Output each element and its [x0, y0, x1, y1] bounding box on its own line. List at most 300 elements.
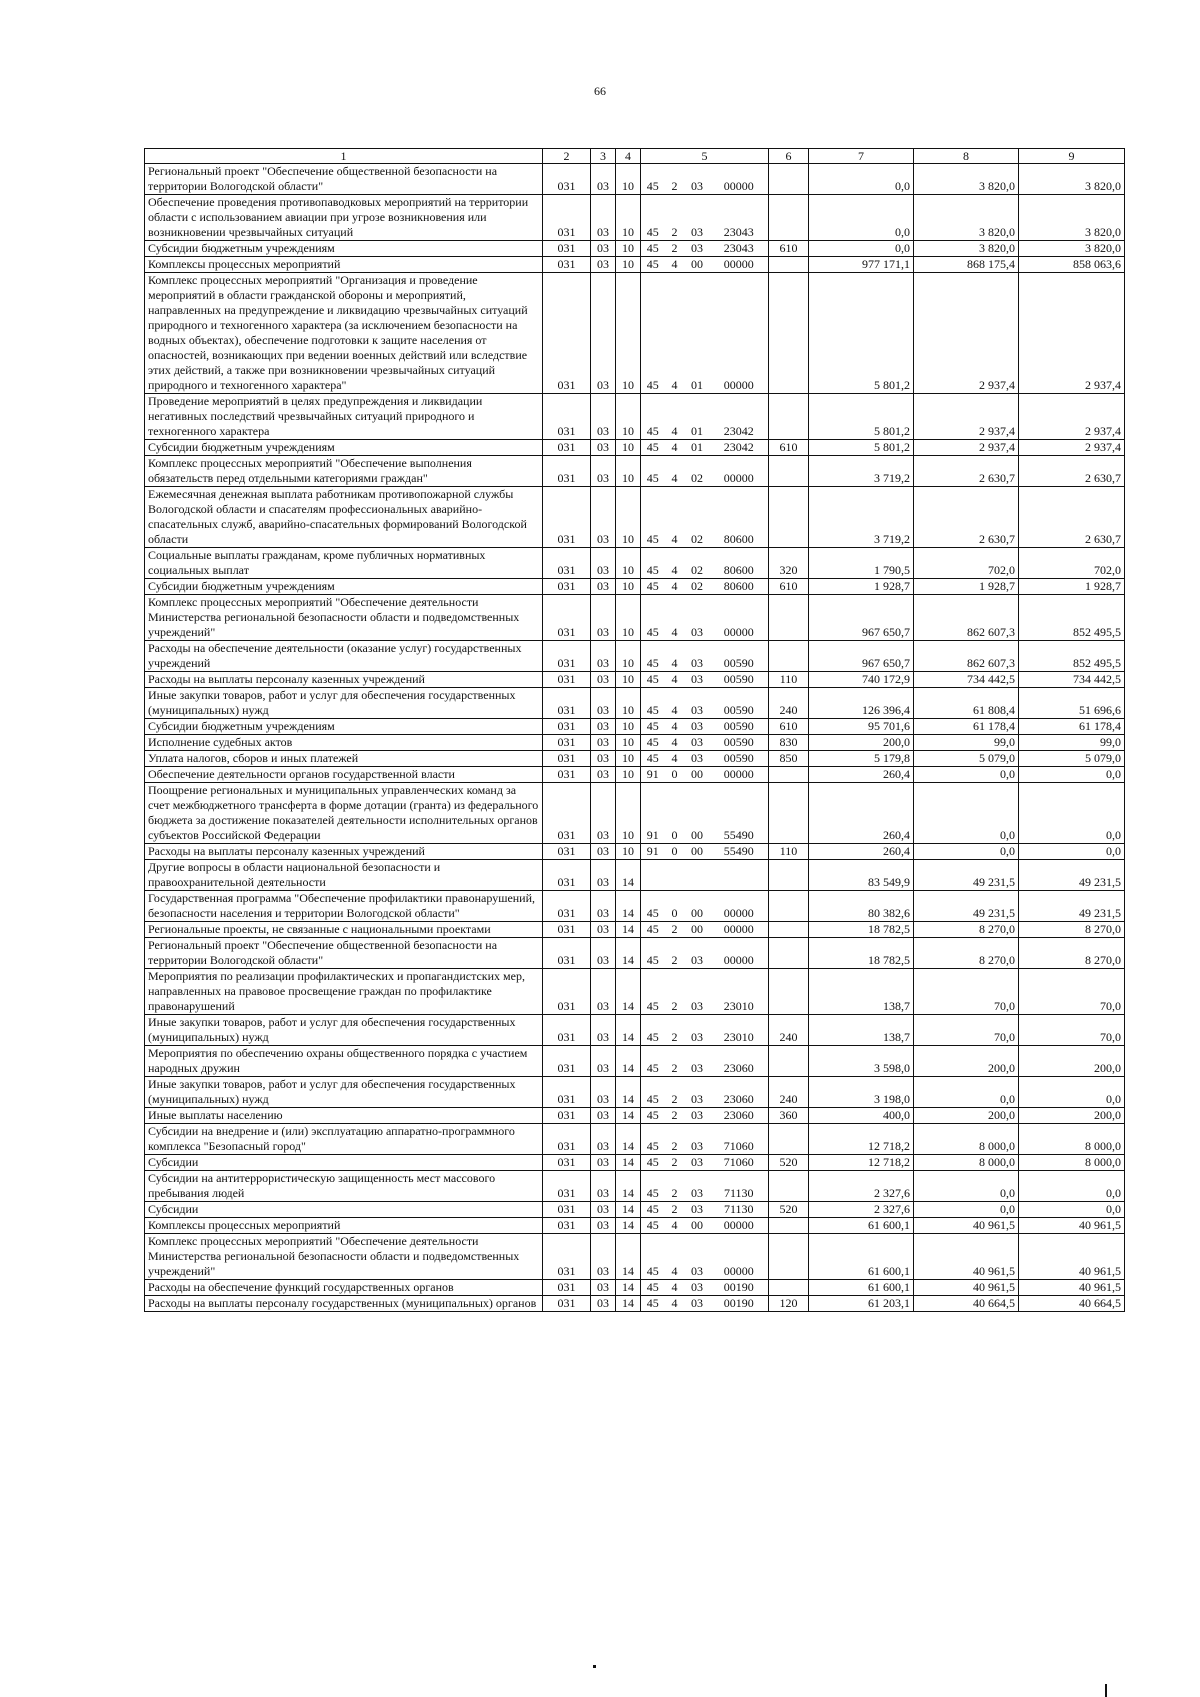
section-code: 03: [591, 1077, 616, 1108]
amount-col-7: 12 718,2: [809, 1124, 914, 1155]
amount-col-7: 200,0: [809, 735, 914, 751]
amount-col-7: 61 600,1: [809, 1234, 914, 1280]
section-code: 03: [591, 1015, 616, 1046]
subsection-code: 10: [616, 195, 641, 241]
target-article-part-2: 4: [665, 1296, 685, 1312]
amount-col-8: 2 937,4: [914, 440, 1019, 456]
subsection-code: 10: [616, 767, 641, 783]
target-article-part-4: 23043: [710, 195, 769, 241]
target-article-part-4: 23060: [710, 1046, 769, 1077]
row-name: Региональный проект "Обеспечение общественной безопасности на территории Вологодской области": [145, 938, 543, 969]
target-article-part-3: [685, 860, 710, 891]
table-row: [145, 1296, 1125, 1312]
target-article-part-1: 45: [641, 164, 665, 195]
ved-code: 031: [543, 1296, 591, 1312]
subsection-code: 10: [616, 719, 641, 735]
subsection-code: 10: [616, 672, 641, 688]
ved-code: 031: [543, 1077, 591, 1108]
target-article-part-3: 03: [685, 719, 710, 735]
section-code: 03: [591, 672, 616, 688]
target-article-part-1: 45: [641, 1077, 665, 1108]
amount-col-7: 3 198,0: [809, 1077, 914, 1108]
amount-col-8: 70,0: [914, 1015, 1019, 1046]
amount-col-9: 0,0: [1019, 844, 1125, 860]
target-article-part-3: 03: [685, 1015, 710, 1046]
expense-type-code: [769, 783, 809, 844]
subsection-code: 10: [616, 440, 641, 456]
target-article-part-3: 03: [685, 164, 710, 195]
target-article-part-3: 03: [685, 1155, 710, 1171]
amount-col-9: 40 961,5: [1019, 1234, 1125, 1280]
subsection-code: 14: [616, 969, 641, 1015]
target-article-part-2: 2: [665, 241, 685, 257]
header-col-2: 2: [543, 149, 591, 164]
target-article-part-2: 4: [665, 548, 685, 579]
target-article-part-4: 55490: [710, 783, 769, 844]
target-article-part-2: 0: [665, 891, 685, 922]
target-article-part-1: 45: [641, 1108, 665, 1124]
target-article-part-1: 45: [641, 1218, 665, 1234]
amount-col-7: 260,4: [809, 783, 914, 844]
target-article-part-2: 2: [665, 1124, 685, 1155]
amount-col-7: 400,0: [809, 1108, 914, 1124]
target-article-part-2: 4: [665, 751, 685, 767]
subsection-code: 14: [616, 860, 641, 891]
section-code: 03: [591, 860, 616, 891]
subsection-code: 10: [616, 844, 641, 860]
row-name: Социальные выплаты гражданам, кроме публичных нормативных социальных выплат: [145, 548, 543, 579]
amount-col-7: 1 928,7: [809, 579, 914, 595]
amount-col-9: 8 270,0: [1019, 938, 1125, 969]
target-article-part-4: 00000: [710, 456, 769, 487]
expense-type-code: [769, 767, 809, 783]
row-name: Субсидии бюджетным учреждениям: [145, 719, 543, 735]
amount-col-8: 862 607,3: [914, 595, 1019, 641]
header-col-3: 3: [591, 149, 616, 164]
target-article-part-1: 45: [641, 938, 665, 969]
target-article-part-4: 71130: [710, 1202, 769, 1218]
ved-code: 031: [543, 1234, 591, 1280]
expense-type-code: [769, 891, 809, 922]
target-article-part-4: 23042: [710, 394, 769, 440]
amount-col-7: 967 650,7: [809, 641, 914, 672]
section-code: 03: [591, 1218, 616, 1234]
page-number: 66: [594, 84, 606, 98]
ved-code: 031: [543, 922, 591, 938]
target-article-part-2: 4: [665, 1234, 685, 1280]
target-article-part-2: 4: [665, 257, 685, 273]
amount-col-9: 5 079,0: [1019, 751, 1125, 767]
target-article-part-3: 03: [685, 1077, 710, 1108]
ved-code: 031: [543, 1124, 591, 1155]
amount-col-8: 70,0: [914, 969, 1019, 1015]
amount-col-7: 0,0: [809, 164, 914, 195]
amount-col-8: 0,0: [914, 844, 1019, 860]
table-row: [145, 922, 1125, 938]
table-row: [145, 751, 1125, 767]
target-article-part-4: 00000: [710, 1234, 769, 1280]
amount-col-9: 70,0: [1019, 969, 1125, 1015]
amount-col-9: 40 961,5: [1019, 1218, 1125, 1234]
ved-code: 031: [543, 1171, 591, 1202]
expense-type-code: [769, 860, 809, 891]
row-name: Региональные проекты, не связанные с национальными проектами: [145, 922, 543, 938]
section-code: 03: [591, 456, 616, 487]
amount-col-9: 40 961,5: [1019, 1280, 1125, 1296]
target-article-part-4: 00000: [710, 891, 769, 922]
subsection-code: 10: [616, 394, 641, 440]
table-row: [145, 1171, 1125, 1202]
target-article-part-1: 91: [641, 783, 665, 844]
expense-type-code: [769, 1218, 809, 1234]
subsection-code: 10: [616, 579, 641, 595]
amount-col-8: 0,0: [914, 1202, 1019, 1218]
amount-col-9: 2 630,7: [1019, 487, 1125, 548]
ved-code: 031: [543, 241, 591, 257]
expense-type-code: [769, 1234, 809, 1280]
subsection-code: 14: [616, 1077, 641, 1108]
section-code: 03: [591, 195, 616, 241]
subsection-code: 14: [616, 1108, 641, 1124]
amount-col-8: 2 937,4: [914, 394, 1019, 440]
target-article-part-1: 45: [641, 672, 665, 688]
amount-col-8: 49 231,5: [914, 891, 1019, 922]
target-article-part-1: 45: [641, 1015, 665, 1046]
target-article-part-2: 2: [665, 938, 685, 969]
target-article-part-3: 03: [685, 1108, 710, 1124]
target-article-part-2: 4: [665, 1218, 685, 1234]
amount-col-7: 18 782,5: [809, 922, 914, 938]
table-row: [145, 1124, 1125, 1155]
target-article-part-2: 0: [665, 844, 685, 860]
target-article-part-1: 45: [641, 719, 665, 735]
target-article-part-1: 45: [641, 688, 665, 719]
table-row: [145, 1218, 1125, 1234]
amount-col-8: 862 607,3: [914, 641, 1019, 672]
amount-col-9: 2 937,4: [1019, 394, 1125, 440]
subsection-code: 14: [616, 891, 641, 922]
expense-type-code: [769, 195, 809, 241]
scan-edge-mark: [1105, 1684, 1107, 1697]
target-article-part-3: 02: [685, 548, 710, 579]
table-row: [145, 860, 1125, 891]
target-article-part-3: 00: [685, 922, 710, 938]
subsection-code: 14: [616, 938, 641, 969]
table-row: [145, 1015, 1125, 1046]
section-code: 03: [591, 783, 616, 844]
ved-code: 031: [543, 969, 591, 1015]
amount-col-9: 2 630,7: [1019, 456, 1125, 487]
target-article-part-2: 2: [665, 164, 685, 195]
ved-code: 031: [543, 844, 591, 860]
ved-code: 031: [543, 1046, 591, 1077]
row-name: Мероприятия по реализации профилактических и пропагандистских мер, направленных на правовое просвещение граждан по профилактике правонарушений: [145, 969, 543, 1015]
row-name: Субсидии: [145, 1202, 543, 1218]
amount-col-8: 0,0: [914, 767, 1019, 783]
section-code: 03: [591, 394, 616, 440]
expense-type-code: [769, 922, 809, 938]
ved-code: 031: [543, 860, 591, 891]
expense-type-code: 120: [769, 1296, 809, 1312]
target-article-part-2: 2: [665, 195, 685, 241]
expense-type-code: [769, 641, 809, 672]
expense-type-code: [769, 487, 809, 548]
amount-col-8: 99,0: [914, 735, 1019, 751]
amount-col-7: 977 171,1: [809, 257, 914, 273]
target-article-part-2: 2: [665, 1202, 685, 1218]
amount-col-9: 0,0: [1019, 783, 1125, 844]
amount-col-9: 852 495,5: [1019, 641, 1125, 672]
target-article-part-2: 4: [665, 579, 685, 595]
subsection-code: 10: [616, 783, 641, 844]
target-article-part-1: 45: [641, 195, 665, 241]
target-article-part-4: 55490: [710, 844, 769, 860]
section-code: 03: [591, 922, 616, 938]
row-name: Поощрение региональных и муниципальных управленческих команд за счет межбюджетного трансферта в форме дотации (гранта) из федерального бюджета за достижение показателей деятельности исполнительных органов субъектов Российской Федерации: [145, 783, 543, 844]
ved-code: 031: [543, 767, 591, 783]
target-article-part-4: 00000: [710, 164, 769, 195]
ved-code: 031: [543, 783, 591, 844]
amount-col-7: 95 701,6: [809, 719, 914, 735]
amount-col-7: 61 600,1: [809, 1280, 914, 1296]
expense-type-code: 610: [769, 719, 809, 735]
row-name: Расходы на обеспечение функций государственных органов: [145, 1280, 543, 1296]
target-article-part-3: 03: [685, 641, 710, 672]
amount-col-7: 18 782,5: [809, 938, 914, 969]
target-article-part-2: 0: [665, 783, 685, 844]
target-article-part-1: 45: [641, 440, 665, 456]
amount-col-9: 0,0: [1019, 1171, 1125, 1202]
section-code: 03: [591, 548, 616, 579]
table-row: [145, 938, 1125, 969]
amount-col-8: 8 000,0: [914, 1155, 1019, 1171]
target-article-part-3: 00: [685, 1218, 710, 1234]
target-article-part-2: 4: [665, 440, 685, 456]
amount-col-9: 8 270,0: [1019, 922, 1125, 938]
subsection-code: 14: [616, 1234, 641, 1280]
table-row: [145, 1280, 1125, 1296]
amount-col-8: 3 820,0: [914, 195, 1019, 241]
table-row: [145, 1202, 1125, 1218]
ved-code: 031: [543, 548, 591, 579]
amount-col-8: 2 630,7: [914, 487, 1019, 548]
amount-col-8: 8 270,0: [914, 938, 1019, 969]
amount-col-9: 51 696,6: [1019, 688, 1125, 719]
section-code: 03: [591, 487, 616, 548]
target-article-part-4: 71060: [710, 1155, 769, 1171]
ved-code: 031: [543, 891, 591, 922]
ved-code: 031: [543, 456, 591, 487]
expense-type-code: 850: [769, 751, 809, 767]
amount-col-7: 3 719,2: [809, 456, 914, 487]
target-article-part-2: [665, 860, 685, 891]
amount-col-7: 5 801,2: [809, 394, 914, 440]
target-article-part-4: 23060: [710, 1077, 769, 1108]
target-article-part-2: 4: [665, 688, 685, 719]
expense-type-code: 110: [769, 844, 809, 860]
subsection-code: 14: [616, 1155, 641, 1171]
amount-col-9: 702,0: [1019, 548, 1125, 579]
row-name: Уплата налогов, сборов и иных платежей: [145, 751, 543, 767]
table-row: [145, 456, 1125, 487]
table-row: [145, 672, 1125, 688]
subsection-code: 14: [616, 922, 641, 938]
amount-col-9: 8 000,0: [1019, 1155, 1125, 1171]
target-article-part-1: 45: [641, 1046, 665, 1077]
table-row: [145, 487, 1125, 548]
target-article-part-3: 01: [685, 394, 710, 440]
target-article-part-4: 80600: [710, 579, 769, 595]
amount-col-9: 200,0: [1019, 1108, 1125, 1124]
ved-code: 031: [543, 641, 591, 672]
ved-code: 031: [543, 1218, 591, 1234]
row-name: Комплексы процессных мероприятий: [145, 1218, 543, 1234]
target-article-part-1: 45: [641, 641, 665, 672]
target-article-part-2: 4: [665, 595, 685, 641]
row-name: Иные выплаты населению: [145, 1108, 543, 1124]
target-article-part-1: 45: [641, 1280, 665, 1296]
target-article-part-1: 45: [641, 1202, 665, 1218]
section-code: 03: [591, 241, 616, 257]
amount-col-9: 1 928,7: [1019, 579, 1125, 595]
section-code: 03: [591, 1155, 616, 1171]
amount-col-7: 61 203,1: [809, 1296, 914, 1312]
expense-type-code: [769, 1280, 809, 1296]
target-article-part-3: 03: [685, 1046, 710, 1077]
header-col-8: 8: [914, 149, 1019, 164]
target-article-part-4: 00190: [710, 1296, 769, 1312]
amount-col-7: 1 790,5: [809, 548, 914, 579]
amount-col-9: 3 820,0: [1019, 195, 1125, 241]
target-article-part-1: 45: [641, 273, 665, 394]
target-article-part-3: 00: [685, 844, 710, 860]
target-article-part-4: 23010: [710, 969, 769, 1015]
target-article-part-4: 00190: [710, 1280, 769, 1296]
amount-col-9: 70,0: [1019, 1015, 1125, 1046]
subsection-code: 14: [616, 1046, 641, 1077]
target-article-part-3: 03: [685, 688, 710, 719]
ved-code: 031: [543, 719, 591, 735]
table-row: [145, 891, 1125, 922]
scan-dot-mark: [593, 1665, 596, 1668]
target-article-part-4: 23010: [710, 1015, 769, 1046]
amount-col-9: 2 937,4: [1019, 273, 1125, 394]
amount-col-7: 260,4: [809, 767, 914, 783]
ved-code: 031: [543, 273, 591, 394]
target-article-part-3: 00: [685, 891, 710, 922]
row-name: Комплексы процессных мероприятий: [145, 257, 543, 273]
table-row: [145, 579, 1125, 595]
row-name: Обеспечение деятельности органов государственной власти: [145, 767, 543, 783]
amount-col-8: 2 937,4: [914, 273, 1019, 394]
amount-col-9: 8 000,0: [1019, 1124, 1125, 1155]
amount-col-7: 5 801,2: [809, 273, 914, 394]
row-name: Комплекс процессных мероприятий "Обеспечение деятельности Министерства региональной безопасности области и подведомственных учреждений": [145, 1234, 543, 1280]
row-name: Комплекс процессных мероприятий "Обеспечение деятельности Министерства региональной безопасности области и подведомственных учреждений": [145, 595, 543, 641]
amount-col-7: 2 327,6: [809, 1202, 914, 1218]
ved-code: 031: [543, 487, 591, 548]
subsection-code: 14: [616, 1202, 641, 1218]
target-article-part-4: 80600: [710, 548, 769, 579]
table-row: [145, 1046, 1125, 1077]
section-code: 03: [591, 595, 616, 641]
section-code: 03: [591, 767, 616, 783]
target-article-part-2: 4: [665, 672, 685, 688]
table-row: [145, 719, 1125, 735]
target-article-part-4: 00590: [710, 672, 769, 688]
row-name: Государственная программа "Обеспечение профилактики правонарушений, безопасности населения и территории Вологодской области": [145, 891, 543, 922]
ved-code: 031: [543, 164, 591, 195]
row-name: Субсидии на антитеррористическую защищенность мест массового пребывания людей: [145, 1171, 543, 1202]
subsection-code: 10: [616, 735, 641, 751]
target-article-part-4: 23042: [710, 440, 769, 456]
row-name: Субсидии бюджетным учреждениям: [145, 241, 543, 257]
table-row: [145, 273, 1125, 394]
target-article-part-3: 03: [685, 595, 710, 641]
expense-type-code: 320: [769, 548, 809, 579]
expense-type-code: [769, 1046, 809, 1077]
amount-col-7: 5 179,8: [809, 751, 914, 767]
table-row: [145, 1234, 1125, 1280]
section-code: 03: [591, 969, 616, 1015]
header-col-6: 6: [769, 149, 809, 164]
target-article-part-4: 00590: [710, 751, 769, 767]
row-name: Расходы на обеспечение деятельности (оказание услуг) государственных учреждений: [145, 641, 543, 672]
section-code: 03: [591, 1280, 616, 1296]
amount-col-9: 0,0: [1019, 1077, 1125, 1108]
target-article-part-1: 45: [641, 579, 665, 595]
ved-code: 031: [543, 735, 591, 751]
expense-type-code: 520: [769, 1202, 809, 1218]
table-row: [145, 783, 1125, 844]
table-row: [145, 1108, 1125, 1124]
amount-col-8: 702,0: [914, 548, 1019, 579]
target-article-part-2: 2: [665, 1171, 685, 1202]
table-row: [145, 257, 1125, 273]
target-article-part-2: 2: [665, 1077, 685, 1108]
row-name: Субсидии на внедрение и (или) эксплуатацию аппаратно-программного комплекса "Безопасный город": [145, 1124, 543, 1155]
amount-col-8: 5 079,0: [914, 751, 1019, 767]
target-article-part-2: 2: [665, 1046, 685, 1077]
subsection-code: 10: [616, 273, 641, 394]
subsection-code: 14: [616, 1280, 641, 1296]
target-article-part-2: 2: [665, 1015, 685, 1046]
subsection-code: 14: [616, 1218, 641, 1234]
target-article-part-4: 00000: [710, 1218, 769, 1234]
expense-type-code: [769, 938, 809, 969]
expense-type-code: [769, 164, 809, 195]
section-code: 03: [591, 641, 616, 672]
section-code: 03: [591, 751, 616, 767]
target-article-part-2: 2: [665, 1108, 685, 1124]
target-article-part-3: 02: [685, 487, 710, 548]
section-code: 03: [591, 844, 616, 860]
target-article-part-3: 03: [685, 735, 710, 751]
amount-col-9: 858 063,6: [1019, 257, 1125, 273]
subsection-code: 10: [616, 595, 641, 641]
target-article-part-4: 23043: [710, 241, 769, 257]
row-name: Иные закупки товаров, работ и услуг для обеспечения государственных (муниципальных) нужд: [145, 688, 543, 719]
target-article-part-3: 03: [685, 1234, 710, 1280]
section-code: 03: [591, 688, 616, 719]
table-row: [145, 735, 1125, 751]
amount-col-8: 1 928,7: [914, 579, 1019, 595]
target-article-part-1: 45: [641, 922, 665, 938]
amount-col-9: 3 820,0: [1019, 241, 1125, 257]
amount-col-7: 138,7: [809, 969, 914, 1015]
target-article-part-2: 2: [665, 922, 685, 938]
expense-type-code: 610: [769, 579, 809, 595]
